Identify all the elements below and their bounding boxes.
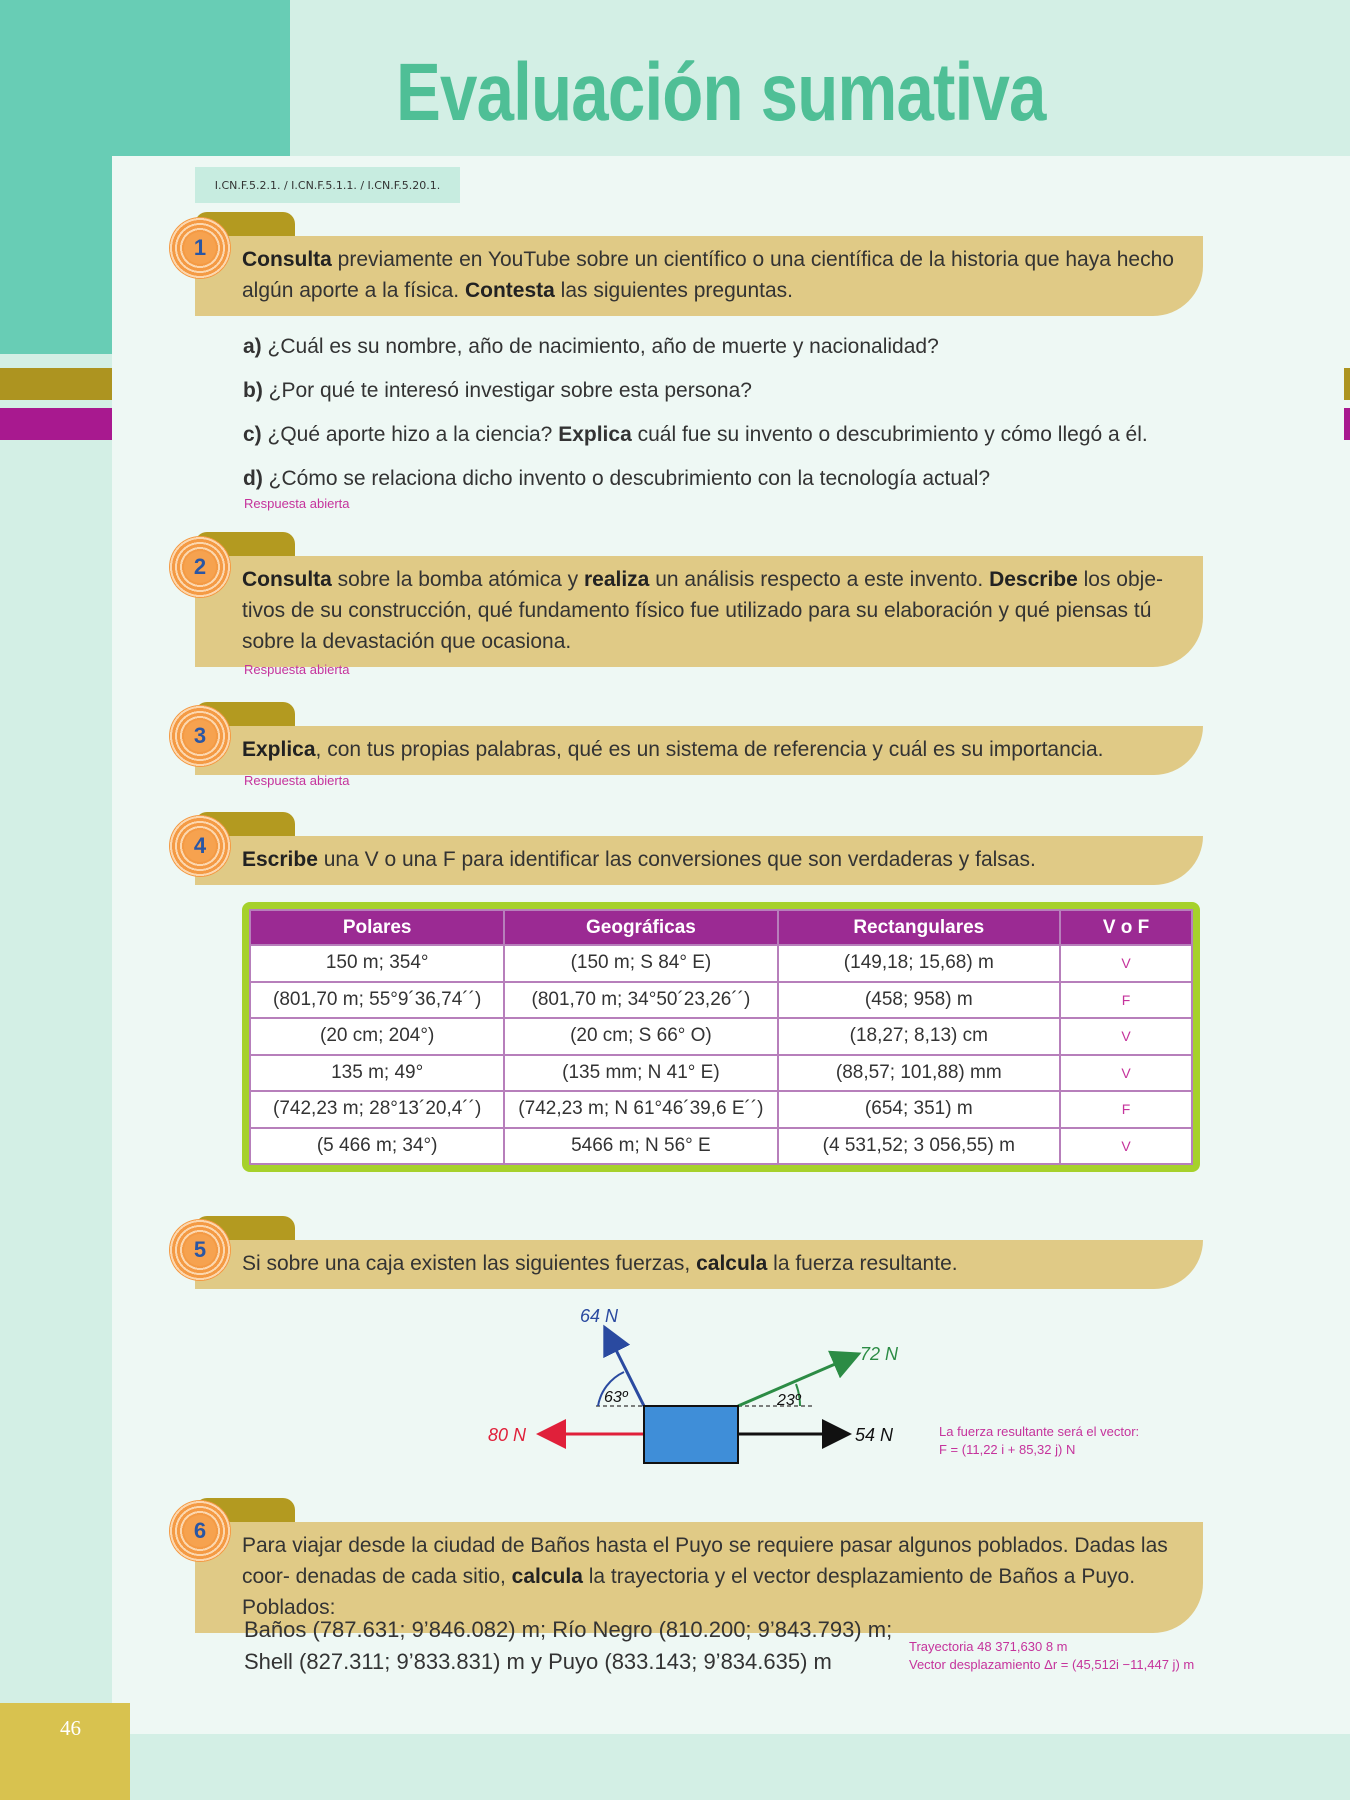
q1-answer: Respuesta abierta — [244, 496, 350, 511]
q1-c-label: c) — [243, 423, 262, 446]
q1-a-text: ¿Cuál es su nombre, año de nacimiento, año de muerte y nacionalidad? — [261, 335, 939, 358]
q6-answer-line-2: Vector desplazamiento Δr = (45,512i −11,447 j) m — [909, 1657, 1195, 1672]
q3-number: 3 — [184, 720, 216, 752]
label-angle-63: 63º — [604, 1389, 628, 1406]
q1-c-text-1: ¿Qué aporte hizo a la ciencia? — [261, 423, 559, 446]
header-rectangulares: Rectangulares — [778, 910, 1061, 945]
q4-text-1: una V o una F para identificar las conversiones que son verdaderas y falsas. — [317, 848, 1036, 871]
q3-answer: Respuesta abierta — [244, 773, 350, 788]
cell-polar: 135 m; 49° — [250, 1055, 504, 1092]
cell-geographic: 5466 m; N 56° E — [504, 1128, 777, 1165]
q6-number-badge — [169, 1500, 231, 1562]
q5-text-1: Si sobre una caja existen las siguientes fuerzas, — [242, 1252, 697, 1275]
cell-geographic: (135 mm; N 41° E) — [504, 1055, 777, 1092]
q1-a-label: a) — [243, 335, 262, 358]
q1-c-text-2: cuál fue su invento o descubrimiento y cómo llegó a él. — [631, 423, 1148, 446]
q2-number: 2 — [184, 551, 216, 583]
q5-answer-line-2: F = (11,22 i + 85,32 j) N — [939, 1442, 1076, 1457]
cell-rectangular: (149,18; 15,68) m — [778, 945, 1061, 982]
cell-rectangular: (18,27; 8,13) cm — [778, 1018, 1061, 1055]
q2-verb-3: Describe — [989, 568, 1078, 591]
cell-geographic: (742,23 m; N 61°46´39,6 E´´) — [504, 1091, 777, 1128]
label-64n: 64 N — [580, 1306, 619, 1326]
q1-b-text: ¿Por qué te interesó investigar sobre esta persona? — [262, 379, 752, 402]
label-72n: 72 N — [860, 1344, 899, 1364]
cell-polar: (742,23 m; 28°13´20,4´´) — [250, 1091, 504, 1128]
q6-text-2: la trayectoria y el vector desplazamiento de Baños a Puyo. Poblados: — [242, 1565, 1136, 1619]
cell-v-o-f: V — [1060, 945, 1192, 982]
q6-text-1: Para viajar desde la ciudad de Baños hasta el Puyo se requiere pasar algunos poblados. Dadas las coor- denadas de cada sitio, — [242, 1534, 1168, 1588]
cell-v-o-f: V — [1060, 1018, 1192, 1055]
cell-v-o-f: V — [1060, 1055, 1192, 1092]
cell-v-o-f: V — [1060, 1128, 1192, 1165]
q5-text-2: la fuerza resultante. — [767, 1252, 958, 1275]
q3-verb-1: Explica — [242, 738, 316, 761]
q1-text-1: previamente en YouTube sobre un científico o una científica de la historia que haya hecho algún aporte a la física. — [242, 248, 1174, 302]
cell-v-o-f: F — [1060, 1091, 1192, 1128]
cell-polar: (801,70 m; 55°9´36,74´´) — [250, 982, 504, 1019]
q1-c-verb: Explica — [558, 423, 632, 446]
q3-text-1: , con tus propias palabras, qué es un sistema de referencia y cuál es su importancia. — [315, 738, 1104, 761]
label-54n: 54 N — [855, 1425, 894, 1445]
q1-number: 1 — [184, 232, 216, 264]
q2-answer: Respuesta abierta — [244, 662, 350, 677]
q4-verb-1: Escribe — [242, 848, 318, 871]
cell-rectangular: (654; 351) m — [778, 1091, 1061, 1128]
q2-text-1: sobre la bomba atómica y — [331, 568, 584, 591]
q4-number: 4 — [184, 830, 216, 862]
box — [644, 1406, 738, 1463]
q6-coordinates-line-2: Shell (827.311; 9’833.831) m y Puyo (833.143; 9’834.635) m — [244, 1649, 832, 1674]
q5-verb-1: calcula — [696, 1252, 768, 1275]
cell-v-o-f: F — [1060, 982, 1192, 1019]
cell-rectangular: (4 531,52; 3 056,55) m — [778, 1128, 1061, 1165]
cell-geographic: (20 cm; S 66° O) — [504, 1018, 777, 1055]
q1-d-label: d) — [243, 467, 263, 490]
page-title: Evaluación sumativa — [395, 47, 1046, 138]
q2-text-2: un análisis respecto a este invento. — [649, 568, 990, 591]
cell-rectangular: (458; 958) m — [778, 982, 1061, 1019]
header-polares: Polares — [250, 910, 504, 945]
cell-geographic: (801,70 m; 34°50´23,26´´) — [504, 982, 777, 1019]
curriculum-codes: I.CN.F.5.2.1. / I.CN.F.5.1.1. / I.CN.F.5.20.1. — [195, 167, 460, 203]
cell-geographic: (150 m; S 84° E) — [504, 945, 777, 982]
q5-answer — [939, 1423, 1139, 1459]
q2-verb-1: Consulta — [242, 568, 332, 591]
q5-answer-line-1: La fuerza resultante será el vector: — [939, 1424, 1140, 1439]
q1-d-text: ¿Cómo se relaciona dicho invento o descubrimiento con la tecnología actual? — [262, 467, 991, 490]
q6-verb-1: calcula — [511, 1565, 583, 1588]
q5-number: 5 — [184, 1234, 216, 1266]
q1-verb-1: Consulta — [242, 248, 332, 271]
q2-text-3: los obje- tivos de su construcción, qué fundamento físico fue utilizado para su elaboración y qué piensas tú sobre la devastación que ocasiona. — [242, 568, 1163, 653]
cell-polar: (20 cm; 204°) — [250, 1018, 504, 1055]
header-v-o-f: V o F — [1060, 910, 1192, 945]
q1-b-label: b) — [243, 379, 263, 402]
q6-coordinates — [244, 1614, 892, 1678]
q6-answer — [909, 1638, 1194, 1674]
header-geograficas: Geográficas — [504, 910, 777, 945]
label-80n: 80 N — [488, 1425, 527, 1445]
q1-verb-2: Contesta — [464, 279, 555, 302]
cell-polar: 150 m; 354° — [250, 945, 504, 982]
q6-number: 6 — [184, 1515, 216, 1547]
cell-rectangular: (88,57; 101,88) mm — [778, 1055, 1061, 1092]
label-angle-23: 23º — [777, 1392, 801, 1409]
page-number: 46 — [60, 1716, 81, 1740]
q6-coordinates-line-1: Baños (787.631; 9’846.082) m; Río Negro (810.200; 9’843.793) m; — [244, 1617, 893, 1642]
q1-text-2: las siguientes preguntas. — [554, 279, 793, 302]
q2-verb-2: realiza — [583, 568, 650, 591]
q6-answer-line-1: Trayectoria 48 371,630 8 m — [909, 1639, 1068, 1654]
cell-polar: (5 466 m; 34°) — [250, 1128, 504, 1165]
